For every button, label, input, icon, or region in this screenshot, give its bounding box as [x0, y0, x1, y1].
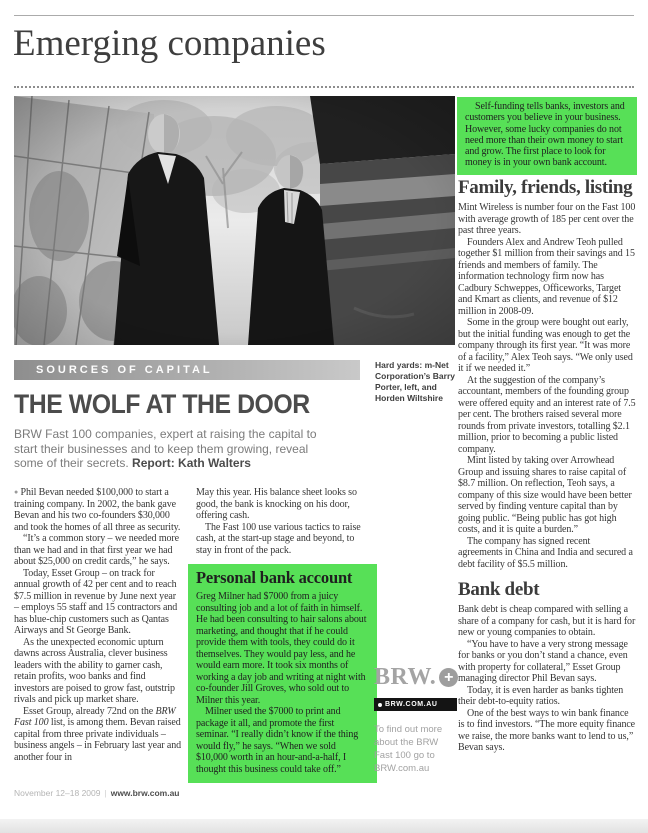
paragraph: Bank debt is cheap compared with selling a share of a company for cash, but it is hard for new or young companies to obtain.	[458, 604, 636, 638]
standfirst	[14, 427, 328, 471]
paragraph: At the suggestion of the company’s accountant, members of the founding group were offered equity and an interest rate of 7.5 per cent. The brothers raised several more rounds from private investors, totalling $2.1 million, prior to becoming a public listed company.	[458, 374, 636, 455]
paragraph: Mint listed by taking over Arrowhead Group and issuing shares to raise capital of $8.7 million. On reflection, Teoh says, a company of this size would have been better served by finding venture capital than by going public. “Being public has got high costs, and it is quite a burden.”	[458, 455, 632, 535]
brw-promo-text: To find out more about the BRW Fast 100 go to BRW.com.au	[374, 724, 443, 774]
paragraph-text: list, is among them. Bevan raised capital from three private individuals – business angels – in February last year and another four in	[14, 717, 182, 763]
paragraph: Greg Milner had $7000 from a juicy consulting job and a lot of faith in himself. He had been consulting to hair salons about marketing, and thought that if he could provide them with tools, they could do it themselves. They would pay less, and he would earn more. It took six months of working a day job and writing at night with co-founder Jill Groves, who sold out to Milner this year.	[196, 591, 367, 706]
paragraph: Mint Wireless is number four on the Fast 100 with average growth of 185 per cent over the past three years.	[458, 202, 636, 236]
brw-logo-block	[374, 664, 462, 775]
column-left	[14, 487, 183, 763]
standfirst-text: BRW Fast 100 companies, expert at raising the capital to start their businesses and to keep them growing, reveal some of their secrets.	[14, 427, 317, 471]
kicker-label: SOURCES OF CAPITAL	[36, 364, 213, 376]
bullet-icon: ●	[14, 488, 19, 496]
section-title: Emerging companies	[13, 23, 326, 64]
photo-caption: Hard yards: m-Net Corporation’s Barry Porter, left, and Horden Wiltshire	[375, 360, 455, 403]
brw-url-bar	[374, 698, 457, 711]
paragraph: “You have to have a very strong message for banks or you don’t stand a chance, even with property for collateral,” Esset Group managing director Phil Bevan says.	[458, 638, 628, 684]
section-heading-bank-debt: Bank debt	[458, 579, 540, 600]
section-heading-family-friends-listing: Family, friends, listing	[458, 177, 633, 198]
highlight-intro-box	[457, 97, 637, 175]
footer-separator: |	[104, 788, 107, 798]
highlight-section-heading: Personal bank account	[196, 568, 353, 587]
byline: Report: Kath Walters	[132, 456, 251, 471]
paragraph: “It’s a common story – we needed more than we had and in that first year we had about $25,000 on credit cards,” he says.	[14, 533, 179, 567]
brw-url-label: BRW.COM.AU	[385, 701, 438, 708]
paragraph: Milner used the $7000 to print and package it all, and promote the first seminar. “I really didn’t know if the thing would fly,” he says. “When we sold $10,000 worth in an hour-and-a-half, I thought this business could take off.”	[196, 706, 359, 775]
paragraph: Some in the group were bought out early, but the initial funding was enough to get the company through its first year. “It was more of a facility,” Alex Teoh says. “We only used it if we needed it.”	[458, 317, 633, 374]
dot-icon	[378, 703, 382, 707]
paragraph: As the unexpected economic upturn dawns across Australia, clever business leaders with the ability to garner cash, retain profits, woo banks and find investors are poised to grow fast, outstrip rivals and pick up market share.	[14, 636, 175, 705]
paragraph: Today, it is even harder as banks tighten their debt-to-equity ratios.	[458, 684, 624, 707]
article-photo	[14, 96, 455, 345]
paragraph: One of the best ways to win bank finance is to find investors. “The more equity finance we raise, the more banks want to lend to us,” Bevan says.	[458, 707, 636, 753]
highlight-section-personal-bank-account	[188, 564, 377, 783]
scan-edge	[0, 819, 648, 833]
page-footer	[14, 788, 180, 798]
issue-date: November 12–18 2009	[14, 788, 101, 798]
dotted-rule	[14, 86, 634, 88]
paragraph: The Fast 100 use various tactics to raise cash, at the start-up stage and beyond, to stay in front of the pack.	[196, 521, 361, 556]
paragraph-text: Esset Group, already 72nd on the	[23, 705, 156, 717]
brw-logo: BRW.	[374, 664, 437, 690]
column-right	[458, 177, 637, 754]
paragraph: The company has signed recent agreements in China and India and secured a debt facility of $5.5 million.	[458, 535, 633, 570]
kicker-banner	[14, 360, 360, 380]
footer-url: www.brw.com.au	[110, 788, 180, 798]
paragraph: Founders Alex and Andrew Teoh pulled together $1 million from their savings and 15 friends and members of family. The information technology firm now has Cadbury Schweppes, Officeworks, Target and Kmart as clients, and revenue of $12 million in 2008-09.	[458, 236, 635, 317]
italic-title: BRW Fast 100	[14, 705, 176, 728]
highlight-intro-text: Self-funding tells banks, investors and customers you believe in your business. However, some lucky companies do not need more than their own money to start and grow. The first place to look for money is in your own bank account.	[465, 101, 625, 169]
top-rule	[14, 15, 634, 16]
paragraph-text: Phil Bevan needed $100,000 to start a training company. In 2002, the bank gave Bevan and his two co-founders $30,000 and took the homes of all three as security.	[14, 487, 181, 533]
two-businessmen-photo-illustration	[14, 96, 455, 345]
brw-logo-row	[374, 664, 462, 691]
paragraph	[14, 487, 183, 533]
paragraph: May this year. His balance sheet looks so good, the bank is knocking on his door, offering cash.	[196, 487, 357, 521]
paragraph	[14, 706, 183, 764]
paragraph: Today, Esset Group – on track for annual growth of 42 per cent and to reach $7.5 million in revenue by June next year – employs 55 staff and 15 contractors and has blue-chip customers such as Qantas Airways and St George Bank.	[14, 567, 178, 636]
plus-icon: +	[439, 668, 458, 687]
article-headline: THE WOLF AT THE DOOR	[14, 389, 310, 419]
column-middle	[196, 487, 365, 556]
